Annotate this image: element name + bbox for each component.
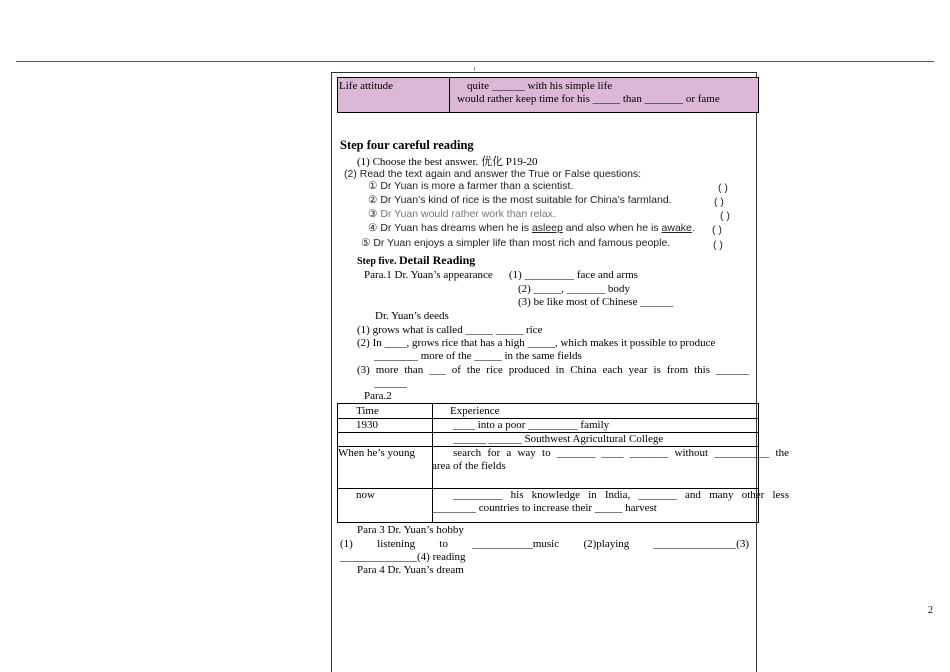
tf-text-part: .	[691, 222, 695, 234]
tf-underlined-word: asleep	[531, 222, 563, 234]
appearance-3: (3) be like most of Chinese ______	[518, 296, 674, 308]
tf-question-1	[368, 180, 573, 193]
tf-answer-2[interactable]: ( )	[714, 196, 724, 208]
experience-table	[337, 403, 789, 523]
table-cell-experience: ______ ______ Southwest Agricultural College	[453, 433, 664, 445]
tf-number: ①	[368, 180, 378, 192]
life-attitude-table	[337, 77, 759, 113]
table-header-time: Time	[356, 405, 379, 417]
tf-number: ⑤	[361, 237, 371, 249]
table-cell-experience: _________ his knowledge in India, _______ and many other less	[453, 489, 789, 501]
step-five-prefix: Step five	[357, 256, 394, 267]
table-cell-experience: ____ into a poor _________ family	[453, 419, 610, 431]
deed-3b: ______	[374, 377, 407, 389]
tf-text: Dr Yuan would rather work than relax.	[380, 208, 556, 220]
deed-3a: (3) more than ___ of the rice produced in China each year is from this ______	[357, 364, 749, 376]
tf-question-3	[368, 208, 556, 221]
step-five-title: Detail Reading	[398, 253, 476, 267]
step-four-item-1: (1) Choose the best answer. 优化 P19-20	[357, 156, 538, 168]
step-five-heading: Step five. Detail Reading	[357, 253, 476, 267]
table-divider	[449, 78, 450, 112]
para1-label: Para.1 Dr. Yuan’s appearance	[364, 269, 493, 281]
para3-line-1: (1) listening to ___________music (2)playing _______________(3)	[340, 538, 749, 550]
tf-answer-3[interactable]: ( )	[720, 210, 730, 222]
tf-underlined-word: awake	[661, 222, 692, 234]
para2-label: Para.2	[364, 390, 392, 402]
life-attitude-label: Life attitude	[339, 80, 394, 92]
para3-label: Para 3 Dr. Yuan’s hobby	[357, 524, 464, 536]
appearance-2: (2) _____, _______ body	[518, 283, 630, 295]
para4-label: Para 4 Dr. Yuan’s dream	[357, 564, 464, 576]
header-rule	[16, 61, 934, 62]
life-attitude-line-1: quite ______ with his simple life	[467, 80, 613, 92]
page-number: 2	[928, 605, 933, 616]
tf-number: ②	[368, 194, 378, 206]
table-cell-experience-cont: area of the fields	[432, 460, 506, 472]
deed-1: (1) grows what is called _____ _____ rice	[357, 324, 543, 336]
tf-question-5	[361, 237, 670, 250]
tf-number: ④	[368, 222, 378, 234]
step-four-item-2: (2) Read the text again and answer the True or False questions:	[344, 168, 642, 180]
table-cell-time: 1930	[356, 419, 378, 431]
tf-answer-1[interactable]: ( )	[718, 182, 728, 194]
document-page	[331, 72, 789, 672]
life-attitude-line-2: would rather keep time for his _____ than _______ or fame	[457, 93, 720, 105]
tf-question-2	[368, 194, 672, 207]
table-cell-time: When he’s young	[338, 447, 415, 459]
header-tick	[474, 67, 475, 71]
appearance-1: (1) _________ face and arms	[509, 269, 638, 281]
table-cell-experience-cont: ________ countries to increase their _____ harvest	[432, 502, 657, 514]
deed-2a: (2) In ____, grows rice that has a high _____, which makes it possible to produce	[357, 337, 716, 349]
tf-question-4	[368, 222, 695, 235]
deed-2b: ________ more of the _____ in the same fields	[374, 350, 582, 362]
tf-text: Dr Yuan enjoys a simpler life than most rich and famous people.	[373, 237, 671, 249]
table-header-experience: Experience	[450, 405, 500, 417]
tf-text: Dr Yuan is more a farmer than a scientist.	[380, 180, 574, 192]
table-cell-time: now	[356, 489, 375, 501]
table-cell-experience: search for a way to _______ ____ _______ without __________ the	[453, 447, 789, 459]
tf-number: ③	[368, 208, 378, 220]
tf-text-part: Dr Yuan has dreams when he is	[380, 222, 532, 234]
tf-answer-5[interactable]: ( )	[713, 239, 723, 251]
tf-text: Dr Yuan’s kind of rice is the most suitable for China’s farmland.	[380, 194, 672, 206]
tf-text-part: and also when he is	[562, 222, 662, 234]
tf-answer-4[interactable]: ( )	[712, 224, 722, 236]
step-four-heading: Step four careful reading	[340, 138, 474, 152]
deeds-label: Dr. Yuan’s deeds	[375, 310, 449, 322]
para3-line-2: ______________(4) reading	[340, 551, 466, 563]
